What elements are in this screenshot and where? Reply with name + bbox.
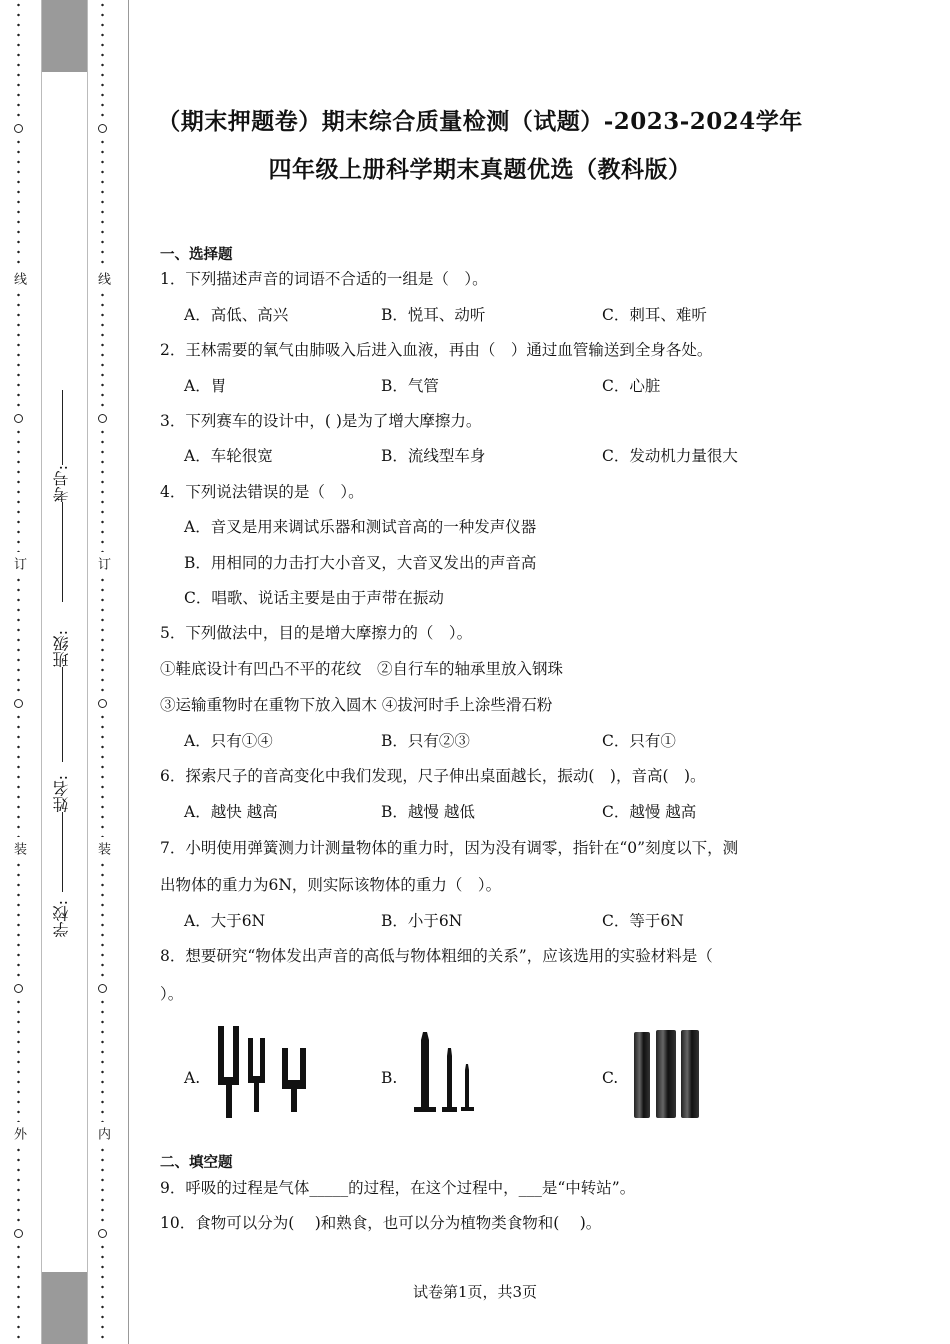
section-heading-choice: 一、选择题 (160, 247, 233, 263)
q1-option-b[interactable]: B．悦耳、动听 (381, 306, 486, 324)
question-8-stem: 8．想要研究“物体发出声音的高低与物体粗细的关系”，应该选用的实验材料是（ (160, 947, 713, 965)
class-field[interactable]: 班级: (47, 630, 77, 762)
q1-option-c[interactable]: C．刺耳、难听 (602, 306, 707, 324)
question-1-stem: 1．下列描述声音的词语不合适的一组是（ ）。 (160, 270, 488, 288)
question-5-stem: 5．下列做法中，目的是增大摩擦力的（ ）。 (160, 624, 473, 642)
question-8-stem-cont: ）。 (160, 985, 184, 1003)
question-9: 9．呼吸的过程是气体_____的过程，在这个过程中，___是“中转站”。 (160, 1179, 636, 1197)
q6-option-c[interactable]: C．越慢 越高 (602, 803, 697, 821)
question-7-stem-cont: 出物体的重力为6N，则实际该物体的重力（ ）。 (160, 876, 502, 894)
q5-option-c[interactable]: C．只有① (602, 732, 676, 750)
exam-number-field[interactable]: 考号: (47, 390, 77, 602)
question-4-stem: 4．下列说法错误的是（ ）。 (160, 483, 364, 501)
question-7-stem: 7．小明使用弹簧测力计测量物体的重力时，因为没有调零，指针在“0”刻度以下，测 (160, 839, 739, 857)
q3-option-c[interactable]: C．发动机力量很大 (602, 447, 738, 465)
q6-option-b[interactable]: B．越慢 越低 (381, 803, 475, 821)
q8-option-a[interactable]: A. (184, 1069, 201, 1087)
q3-option-b[interactable]: B．流线型车身 (381, 447, 486, 465)
q2-option-b[interactable]: B．气管 (381, 377, 439, 395)
page-title-line2: 四年级上册科学期末真题优选（教科版） (268, 156, 692, 183)
tuning-fork-icon (214, 1022, 310, 1120)
name-field[interactable]: 姓名: (47, 775, 77, 892)
section-heading-fill: 二、填空题 (160, 1155, 233, 1171)
q2-option-a[interactable]: A．胃 (184, 377, 227, 395)
question-6-stem: 6．探索尺子的音高变化中我们发现，尺子伸出桌面越长，振动( )，音高( )。 (160, 767, 706, 785)
q6-option-a[interactable]: A．越快 越高 (184, 803, 278, 821)
q4-option-b[interactable]: B．用相同的力击打大小音叉，大音叉发出的声音高 (184, 554, 537, 572)
metal-bar-icon (629, 1026, 703, 1122)
margin-band-top (41, 0, 87, 72)
q3-option-a[interactable]: A．车轮很宽 (184, 447, 273, 465)
student-info-fields (47, 380, 77, 980)
q5-option-a[interactable]: A．只有①④ (184, 732, 273, 750)
page-footer: 试卷第1页，共3页 (412, 1283, 538, 1301)
q1-option-a[interactable]: A．高低、高兴 (184, 306, 289, 324)
q8-option-b[interactable]: B. (381, 1069, 398, 1087)
outer-cut-line: 线 订 装 外 (11, 0, 25, 1344)
q7-option-a[interactable]: A．大于6N (184, 912, 266, 930)
q8-option-c[interactable]: C. (602, 1069, 619, 1087)
question-2-stem: 2．王林需要的氧气由肺吸入后进入血液，再由（ ）通过血管输送到全身各处。 (160, 341, 713, 359)
inner-cut-line: 线 订 装 内 (95, 0, 109, 1344)
q4-option-a[interactable]: A．音叉是用来调试乐器和测试音高的一种发声仪器 (184, 518, 537, 536)
question-3-stem: 3．下列赛车的设计中，( )是为了增大摩擦力。 (160, 412, 482, 430)
q2-option-c[interactable]: C．心脏 (602, 377, 661, 395)
school-field[interactable]: 学校: (52, 900, 71, 938)
q7-option-c[interactable]: C．等于6N (602, 912, 684, 930)
question-10: 10．食物可以分为( )和熟食，也可以分为植物类食物和( )。 (160, 1214, 602, 1232)
q7-option-b[interactable]: B．小于6N (381, 912, 463, 930)
question-5-sub-2: ③运输重物时在重物下放入圆木 ④拔河时手上涂些滑石粉 (160, 696, 553, 714)
q5-option-b[interactable]: B．只有②③ (381, 732, 470, 750)
page-title-line1: （期末押题卷）期末综合质量检测（试题）-2023-2024学年 (157, 108, 803, 135)
binding-margin (0, 0, 130, 1344)
question-5-sub-1: ①鞋底设计有凹凸不平的花纹 ②自行车的轴承里放入钢珠 (160, 660, 564, 678)
nail-icon (410, 1030, 478, 1116)
q4-option-c[interactable]: C．唱歌、说话主要是由于声带在振动 (184, 589, 444, 607)
